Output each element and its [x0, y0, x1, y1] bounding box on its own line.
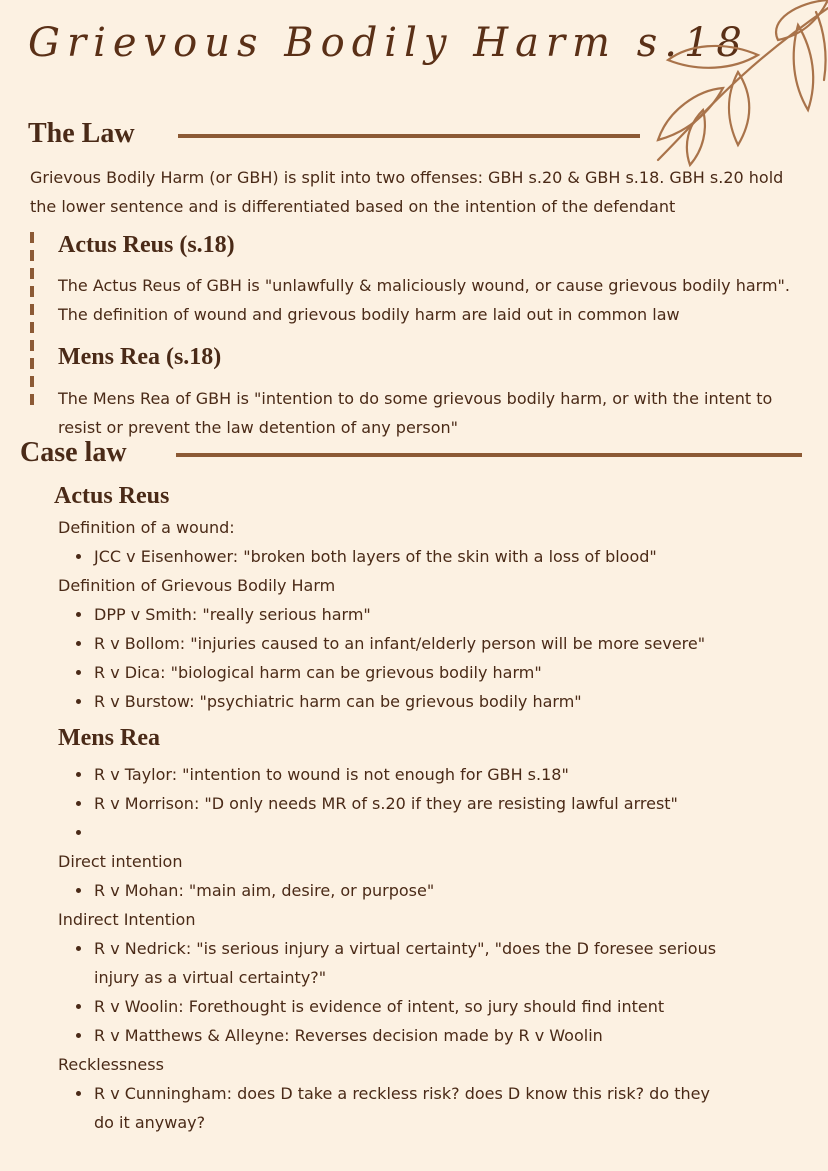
- list-item: JCC v Eisenhower: "broken both layers of the skin with a loss of blood": [94, 542, 808, 571]
- leaf-decoration-icon: [628, 0, 828, 170]
- mens-rea-text: The Mens Rea of GBH is "intention to do some grievous bodily harm, or with the intent to resist or prevent the law detention of any person": [58, 389, 773, 437]
- section-dashed-divider: [30, 232, 34, 410]
- the-law-heading: The Law: [28, 118, 135, 149]
- list-item: R v Morrison: "D only needs MR of s.20 if they are resisting lawful arrest": [94, 789, 808, 818]
- wound-list: [58, 542, 808, 571]
- case-law-body: [58, 513, 808, 1137]
- mens-rea-heading: Mens Rea (s.18): [58, 344, 222, 370]
- direct-intention-list: [58, 876, 808, 905]
- list-item: R v Matthews & Alleyne: Reverses decision made by R v Woolin: [94, 1021, 808, 1050]
- recklessness-list: [58, 1079, 808, 1137]
- page-title: Grievous Bodily Harm s.18: [28, 20, 749, 66]
- indirect-intention-label: Indirect Intention: [58, 910, 196, 929]
- gbh-list: [58, 600, 808, 716]
- the-law-text: Grievous Bodily Harm (or GBH) is split into two offenses: GBH s.20 & GBH s.18. GBH s.20 hold the lower sentence and is differentiated based on the intention of the defendant: [30, 168, 784, 216]
- direct-intention-label: Direct intention: [58, 852, 183, 871]
- recklessness-label: Recklessness: [58, 1055, 164, 1074]
- list-item: R v Cunningham: does D take a reckless risk? does D know this risk? do they do it anyway?: [94, 1079, 734, 1137]
- actus-reus-heading: Actus Reus (s.18): [58, 232, 235, 258]
- list-item: R v Woolin: Forethought is evidence of intent, so jury should find intent: [94, 992, 808, 1021]
- mens-rea-list: [58, 760, 808, 847]
- list-item: R v Nedrick: "is serious injury a virtual certainty", "does the D foresee serious injury as a virtual certainty?": [94, 934, 734, 992]
- wound-label: Definition of a wound:: [58, 518, 235, 537]
- list-item: DPP v Smith: "really serious harm": [94, 600, 808, 629]
- list-item: R v Bollom: "injuries caused to an infant/elderly person will be more severe": [94, 629, 808, 658]
- indirect-intention-list: [58, 934, 808, 1050]
- case-law-heading: Case law: [20, 437, 127, 468]
- list-item: R v Mohan: "main aim, desire, or purpose": [94, 876, 808, 905]
- list-item: [94, 818, 808, 847]
- list-item: R v Taylor: "intention to wound is not enough for GBH s.18": [94, 760, 808, 789]
- case-actus-reus-heading: Actus Reus: [54, 483, 170, 509]
- case-mens-rea-heading: Mens Rea: [58, 725, 160, 751]
- list-item: R v Dica: "biological harm can be grievous bodily harm": [94, 658, 808, 687]
- the-law-rule: [178, 134, 640, 138]
- case-law-rule: [176, 453, 802, 457]
- actus-reus-text: The Actus Reus of GBH is "unlawfully & maliciously wound, or cause grievous bodily harm". The definition of wound and grievous bodily harm are laid out in common law: [58, 276, 790, 324]
- list-item: R v Burstow: "psychiatric harm can be grievous bodily harm": [94, 687, 808, 716]
- gbh-label: Definition of Grievous Bodily Harm: [58, 576, 336, 595]
